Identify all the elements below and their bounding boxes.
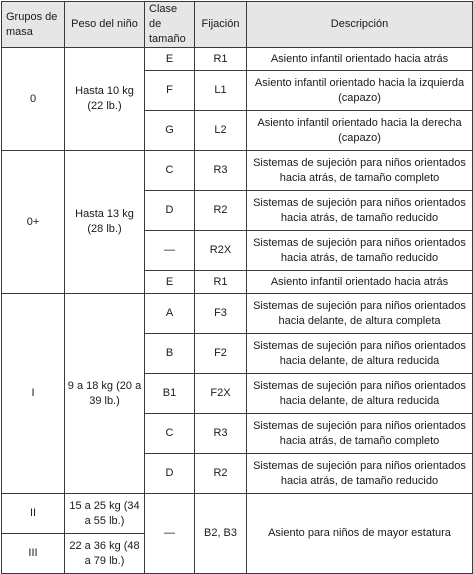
description-cell: Sistemas de sujeción para niños orientados hacia atrás, de tamaño completo [247,414,473,454]
fixation-cell: R1 [195,48,247,71]
isofix-table [1,1,473,574]
size-class-cell: E [145,271,195,294]
mass-group-cell: I [2,294,65,494]
description-cell: Sistemas de sujeción para niños orientados hacia delante, de altura reducida [247,334,473,374]
mass-group-cell: 0 [2,48,65,151]
fixation-cell: R3 [195,414,247,454]
weight-cell: 9 a 18 kg (20 a 39 lb.) [65,294,145,494]
size-class-cell: B [145,334,195,374]
mass-group-cell: II [2,494,65,534]
size-class-cell: G [145,111,195,151]
mass-group-cell: 0+ [2,151,65,294]
header-weight: Peso del niño [65,2,145,48]
table-row [2,48,473,71]
fixation-cell: L1 [195,71,247,111]
description-cell: Sistemas de sujeción para niños orientados hacia atrás, de tamaño reducido [247,191,473,231]
description-cell: Asiento infantil orientado hacia atrás [247,271,473,294]
header-description: Descripción [247,2,473,48]
header-fixation: Fijación [195,2,247,48]
mass-group-cell: III [2,534,65,574]
description-cell: Asiento infantil orientado hacia la izquierda (capazo) [247,71,473,111]
description-cell: Sistemas de sujeción para niños orientados hacia delante, de altura completa [247,294,473,334]
fixation-cell: R3 [195,151,247,191]
size-class-cell: D [145,191,195,231]
fixation-cell: F3 [195,294,247,334]
description-cell: Sistemas de sujeción para niños orientados hacia atrás, de tamaño completo [247,151,473,191]
fixation-cell: F2X [195,374,247,414]
weight-cell: Hasta 10 kg (22 lb.) [65,48,145,151]
description-cell: Sistemas de sujeción para niños orientados hacia delante, de altura reducida [247,374,473,414]
size-class-cell: B1 [145,374,195,414]
size-class-cell: E [145,48,195,71]
description-cell: Asiento infantil orientado hacia la derecha (capazo) [247,111,473,151]
fixation-cell: F2 [195,334,247,374]
fixation-cell: L2 [195,111,247,151]
fixation-cell: R1 [195,271,247,294]
fixation-cell: R2 [195,454,247,494]
fixation-cell: B2, B3 [195,494,247,574]
weight-cell: 15 a 25 kg (34 a 55 lb.) [65,494,145,534]
table-row [2,294,473,334]
size-class-cell: A [145,294,195,334]
header-mass: Grupos de masa [2,2,65,48]
description-cell: Sistemas de sujeción para niños orientados hacia atrás, de tamaño reducido [247,454,473,494]
size-class-cell: D [145,454,195,494]
size-class-cell: C [145,414,195,454]
size-class-cell: F [145,71,195,111]
table-row [2,494,473,534]
size-class-cell: — [145,494,195,574]
weight-cell: Hasta 13 kg (28 lb.) [65,151,145,294]
table-row [2,151,473,191]
fixation-cell: R2 [195,191,247,231]
header-row [2,2,473,48]
weight-cell: 22 a 36 kg (48 a 79 lb.) [65,534,145,574]
description-cell: Asiento infantil orientado hacia atrás [247,48,473,71]
size-class-cell: C [145,151,195,191]
size-class-cell: — [145,231,195,271]
fixation-cell: R2X [195,231,247,271]
description-cell: Sistemas de sujeción para niños orientados hacia atrás, de tamaño reducido [247,231,473,271]
header-size-class: Clase de tamaño [145,2,195,48]
description-cell: Asiento para niños de mayor estatura [247,494,473,574]
